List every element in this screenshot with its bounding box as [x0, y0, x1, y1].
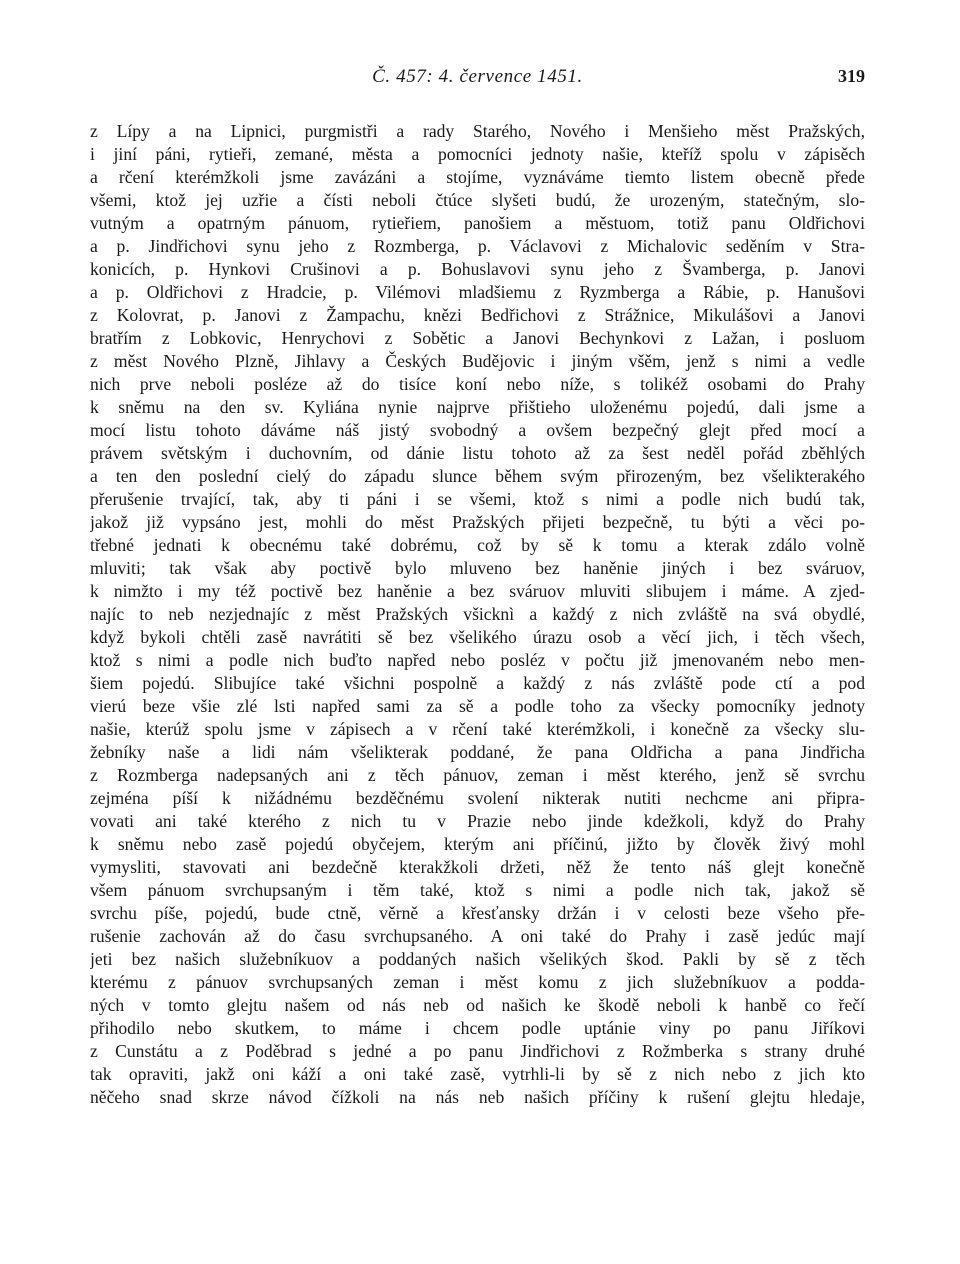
text-line: našie, kterúž spolu jsme v zápisech a v rčení také kterémžkoli, i konečně za všecky slu- [90, 719, 865, 739]
text-line: kterému z pánuov svrchupsaných zeman i měst komu z jich služebníkuov a podda- [90, 972, 865, 992]
text-line: a p. Oldřichovi z Hradcie, p. Vilémovi mladšiemu z Ryzmberga a Rábie, p. Hanušovi [90, 282, 865, 302]
page-header [90, 66, 865, 98]
body-text [90, 120, 865, 1109]
text-line: z Kolovrat, p. Janovi z Žampachu, knězi Bedřichovi z Strážnice, Mikulášovi a Janovi [90, 305, 865, 325]
text-line: k nimžto i my též poctivě bez haněnie a bez sváruov mluviti slibujem i máme. A zjed- [90, 581, 865, 601]
page-title: Č. 457: 4. července 1451. [372, 66, 583, 87]
text-line: vymysliti, stavovati ani bezdečně kterakžkoli držeti, něž že tento náš glejt konečně [90, 857, 865, 877]
text-line: vutným a opatrným pánuom, rytieřiem, panošiem a městuom, totiž panu Oldřichovi [90, 213, 865, 233]
text-line: z Rozmberga nadepsaných ani z těch pánuov, zeman i měst kterého, jenž sě svrchu [90, 765, 865, 785]
text-line: žebníky naše a lidi nám všelikterak poddané, že pana Oldřicha a pana Jindřicha [90, 742, 865, 762]
text-line: něčeho snad skrze návod čížkoli na nás neb našich příčiny k rušení glejtu hledaje, [90, 1087, 865, 1107]
text-line: konicích, p. Hynkovi Crušinovi a p. Bohuslavovi synu jeho z Švamberga, p. Janovi [90, 259, 865, 279]
text-line: všemi, ktož jej uzřie a čísti neboli čtúce slyšeti budú, že urozeným, statečným, slo- [90, 190, 865, 210]
text-line: přihodilo nebo skutkem, to máme i chcem podle uptánie viny po panu Jiříkovi [90, 1018, 865, 1038]
text-line: ných v tomto glejtu našem od nás neb od našich ke škodě neboli k hanbě co řečí [90, 995, 865, 1015]
text-line: mluviti; tak však aby poctivě bylo mluveno bez haněnie jiných i bez sváruov, [90, 558, 865, 578]
text-line: vovati ani také kterého z nich tu v Prazie nebo jinde kdežkoli, když do Prahy [90, 811, 865, 831]
text-line: šiem pojedú. Slibujíce také všichni pospolně a každý z nás zvláště pode ctí a pod [90, 673, 865, 693]
text-line: z Lípy a na Lipnici, purgmistři a rady Starého, Nového i Menšieho měst Pražských, [90, 121, 865, 141]
text-line: i jiní páni, rytieři, zemané, města a pomocníci jednoty našie, kteříž spolu v zápisěch [90, 144, 865, 164]
text-line: a ten den poslední cielý do západu slunce během svým přirozeným, bez všelikterakého [90, 466, 865, 486]
text-line: vierú beze všie zlé lsti napřed sami za sě a podle toho za všecky pomocníky jednoty [90, 696, 865, 716]
text-line: a p. Jindřichovi synu jeho z Rozmberga, p. Václavovi z Michalovic seděním v Stra- [90, 236, 865, 256]
text-line: jakož již vypsáno jest, mohli do měst Pražských přijeti bezpečně, tu býti a věci po- [90, 512, 865, 532]
text-line: když bykoli chtěli zasě navrátiti sě bez všelikého úrazu osob a věcí jich, i těch všech, [90, 627, 865, 647]
text-line: právem světským i duchovním, od dánie listu tohoto až za šest neděl pořád zběhlých [90, 443, 865, 463]
text-line: z měst Nového Plzně, Jihlavy a Českých Budějovic i jiným všěm, jenž s nimi a vedle [90, 351, 865, 371]
text-line: přerušenie trvající, tak, aby ti páni i se všemi, ktož s nimi a podle nich budú tak, [90, 489, 865, 509]
text-line: třebné jednati k obecnému také dobrému, což by sě k tomu a kterak zdálo volně [90, 535, 865, 555]
text-line: mocí listu tohoto dáváme náš jistý svobodný a ovšem bezpečný glejt před mocí a [90, 420, 865, 440]
text-line: ktož s nimi a podle nich buďto napřed nebo posléz v počtu již jmenovaném nebo men- [90, 650, 865, 670]
text-line: všem pánuom svrchupsaným i těm také, ktož s nimi a podle nich tak, jakož sě [90, 880, 865, 900]
text-line: a rčení kterémžkoli jsme zavázáni a stojíme, vyznáváme tiemto listem obecně přede [90, 167, 865, 187]
document-page [90, 66, 865, 1109]
text-line: nich prve neboli posléze až do tisíce koní nebo níže, s tolikéž osobami do Prahy [90, 374, 865, 394]
text-line: tak opraviti, jakž oni káží a oni také zasě, vytrhli-li by sě z nich nebo z jich kto [90, 1064, 865, 1084]
text-line: jeti bez našich služebníkuov a poddaných našich všelikých škod. Pakli by sě z těch [90, 949, 865, 969]
text-line: k sněmu nebo zasě pojedú obyčejem, kterým ani příčinú, jižto by člověk živý mohl [90, 834, 865, 854]
text-line: zejména píší k nižádnému bezděčnému svolení nikterak nutiti nechcme ani připra- [90, 788, 865, 808]
page-number: 319 [838, 66, 865, 86]
text-line: najíc to neb nezjednajíc z měst Pražských všicknì a každý z nich zvláště na svá obydlé, [90, 604, 865, 624]
text-line: rušenie zachován až do času svrchupsaného. A oni také do Prahy i zasě jedúc mají [90, 926, 865, 946]
text-line: k sněmu na den sv. Kyliána nynie najprve přištieho uloženému pojedú, dali jsme a [90, 397, 865, 417]
text-line: bratřím z Lobkovic, Henrychovi z Sobětic a Janovi Bechynkovi z Lažan, i posluom [90, 328, 865, 348]
text-line: svrchu píše, pojedú, bude ctně, věrně a křesťansky držán i v celosti beze všeho pře- [90, 903, 865, 923]
text-line: z Cunstátu a z Poděbrad s jedné a po panu Jindřichovi z Rožmberka s strany druhé [90, 1041, 865, 1061]
